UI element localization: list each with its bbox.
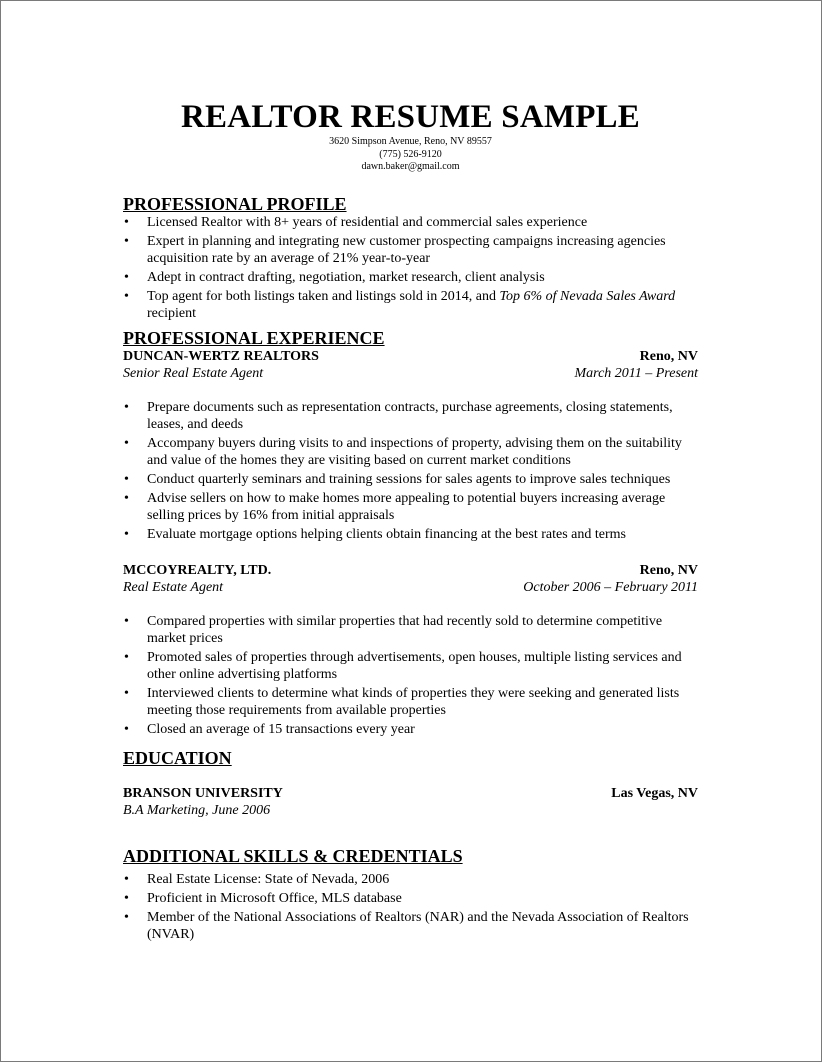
list-item: • Accompany buyers during visits to and inspections of property, advising them on the suitability and value of the homes they are visiting based on current market conditions — [123, 435, 698, 469]
skills-list — [123, 871, 698, 943]
resume-page — [123, 98, 698, 945]
list-item: • Real Estate License: State of Nevada, 2006 — [123, 871, 698, 888]
degree-line — [123, 802, 698, 819]
resume-title: REALTOR RESUME SAMPLE — [181, 99, 640, 135]
award-name: Top 6% of Nevada Sales Award — [499, 288, 676, 304]
school-header — [123, 785, 698, 802]
job-location: Reno, NV — [639, 348, 698, 364]
list-item: • Licensed Realtor with 8+ years of residential and commercial sales experience — [123, 214, 698, 231]
list-item — [123, 288, 698, 322]
list-item: • Evaluate mortgage options helping clients obtain financing at the best rates and terms — [123, 526, 698, 543]
job-entry — [123, 348, 698, 543]
school-name: BRANSON UNIVERSITY — [123, 785, 283, 801]
list-item: • Proficient in Microsoft Office, MLS database — [123, 890, 698, 907]
job-duties-list — [123, 613, 698, 738]
profile-bullet-suffix: recipient — [147, 305, 196, 321]
job-dates: March 2011 – Present — [574, 365, 698, 381]
profile-list — [123, 214, 698, 322]
skills-heading: ADDITIONAL SKILLS & CREDENTIALS — [123, 845, 463, 866]
contact-email: dawn.baker@gmail.com — [361, 161, 460, 172]
job-duties-list — [123, 399, 698, 543]
job-dates: October 2006 – February 2011 — [523, 579, 698, 595]
profile-bullet-text: Top agent for both listings taken and listings sold in 2014, and — [147, 288, 496, 304]
education-heading: EDUCATION — [123, 747, 232, 768]
list-item: • Conduct quarterly seminars and training sessions for sales agents to improve sales techniques — [123, 471, 698, 488]
job-entry — [123, 562, 698, 738]
list-item: • Promoted sales of properties through advertisements, open houses, multiple listing services and other online advertising platforms — [123, 649, 698, 683]
list-item: • Member of the National Associations of Realtors (NAR) and the Nevada Association of Realtors (NVAR) — [123, 909, 698, 943]
list-item: • Adept in contract drafting, negotiation, market research, client analysis — [123, 269, 698, 286]
list-item: • Closed an average of 15 transactions every year — [123, 721, 698, 738]
job-subheader — [123, 579, 698, 596]
contact-address: 3620 Simpson Avenue, Reno, NV 89557 — [329, 136, 492, 147]
job-header — [123, 562, 698, 579]
job-subheader — [123, 365, 698, 382]
job-role: Real Estate Agent — [123, 579, 224, 595]
list-item: • Compared properties with similar properties that had recently sold to determine competitive market prices — [123, 613, 698, 647]
list-item: • Expert in planning and integrating new customer prospecting campaigns increasing agencies acquisition rate by an average of 21% year-to-year — [123, 233, 698, 267]
list-item: • Prepare documents such as representation contracts, purchase agreements, closing statements, leases, and deeds — [123, 399, 698, 433]
job-header — [123, 348, 698, 365]
job-location: Reno, NV — [639, 562, 698, 578]
experience-heading: PROFESSIONAL EXPERIENCE — [123, 327, 385, 348]
employer-name: DUNCAN-WERTZ REALTORS — [123, 348, 319, 364]
profile-heading: PROFESSIONAL PROFILE — [123, 193, 347, 214]
education-entry — [123, 785, 698, 819]
employer-name: MCCOYREALTY, LTD. — [123, 562, 272, 578]
degree: B.A Marketing, June 2006 — [123, 802, 271, 818]
job-role: Senior Real Estate Agent — [123, 365, 264, 381]
list-item: • Interviewed clients to determine what kinds of properties they were seeking and generated lists meeting those requirements from available properties — [123, 685, 698, 719]
list-item: • Advise sellers on how to make homes more appealing to potential buyers increasing average selling prices by 16% from initial appraisals — [123, 490, 698, 524]
school-location: Las Vegas, NV — [611, 785, 698, 801]
contact-phone: (775) 526-9120 — [379, 148, 442, 160]
